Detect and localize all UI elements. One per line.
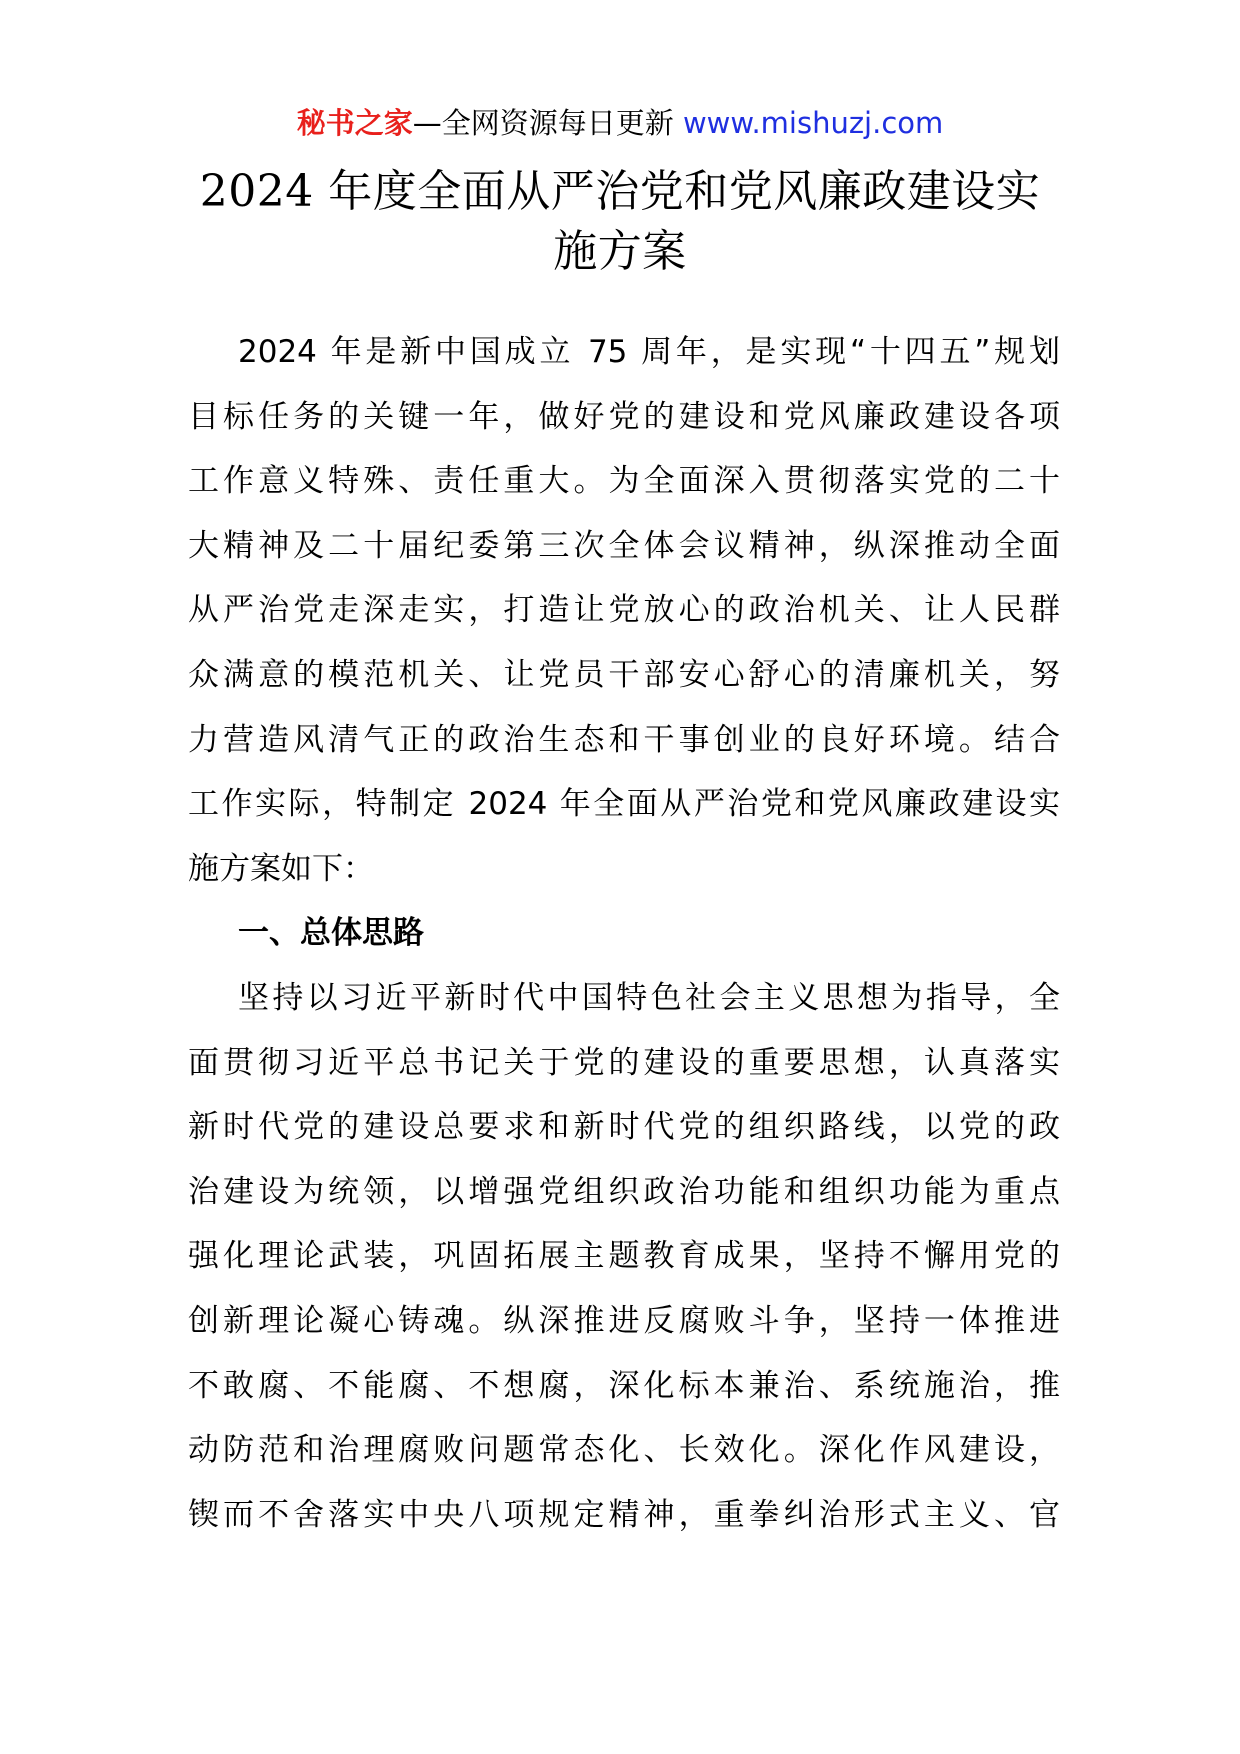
paragraph-line: 不敢腐、不能腐、不想腐，深化标本兼治、系统施治，推 [188,1367,1060,1404]
paragraph-line: 施方案如下： [188,850,374,887]
paragraph-line: 大精神及二十届纪委第三次全体会议精神，纵深推动全面 [188,527,1060,564]
paragraph-line: 2024 年是新中国成立 75 周年，是实现“十四五”规划 [238,334,1060,370]
paragraph-line: 坚持以习近平新时代中国特色社会主义思想为指导，全 [238,979,1060,1016]
watermark-banner [0,103,1240,143]
document-body [188,320,1060,1547]
paragraph-line: 创新理论凝心铸魂。纵深推进反腐败斗争，坚持一体推进 [188,1302,1060,1339]
brand-name: 秘书之家 [296,106,413,140]
site-url: www.mishuzj.com [682,106,944,140]
paragraph-line: 众满意的模范机关、让党员干部安心舒心的清廉机关，努 [188,656,1060,693]
paragraph-line: 从严治党走深走实，打造让党放心的政治机关、让人民群 [188,592,1060,629]
document-title [150,162,1090,282]
paragraph-line: 强化理论武装，巩固拓展主题教育成果，坚持不懈用党的 [188,1238,1060,1275]
paragraph-line: 力营造风清气正的政治生态和干事创业的良好环境。结合 [188,721,1060,758]
section-heading: 一、总体思路 [238,915,424,952]
title-line: 2024 年度全面从严治党和党风廉政建设实 [199,166,1041,217]
paragraph-line: 目标任务的关键一年，做好党的建设和党风廉政建设各项 [188,398,1060,435]
banner-tagline: —全网资源每日更新 [412,106,683,140]
paragraph-line: 锲而不舍落实中央八项规定精神，重拳纠治形式主义、官 [188,1496,1060,1533]
paragraph-line: 新时代党的建设总要求和新时代党的组织路线，以党的政 [188,1109,1060,1146]
title-line: 施方案 [553,226,687,277]
paragraph-line: 动防范和治理腐败问题常态化、长效化。深化作风建设， [188,1432,1060,1469]
paragraph-line: 面贯彻习近平总书记关于党的建设的重要思想，认真落实 [188,1044,1060,1081]
paragraph-line: 工作实际，特制定 2024 年全面从严治党和党风廉政建设实 [188,786,1060,823]
paragraph-line: 治建设为统领，以增强党组织政治功能和组织功能为重点 [188,1173,1060,1210]
paragraph-line: 工作意义特殊、责任重大。为全面深入贯彻落实党的二十 [188,463,1060,500]
